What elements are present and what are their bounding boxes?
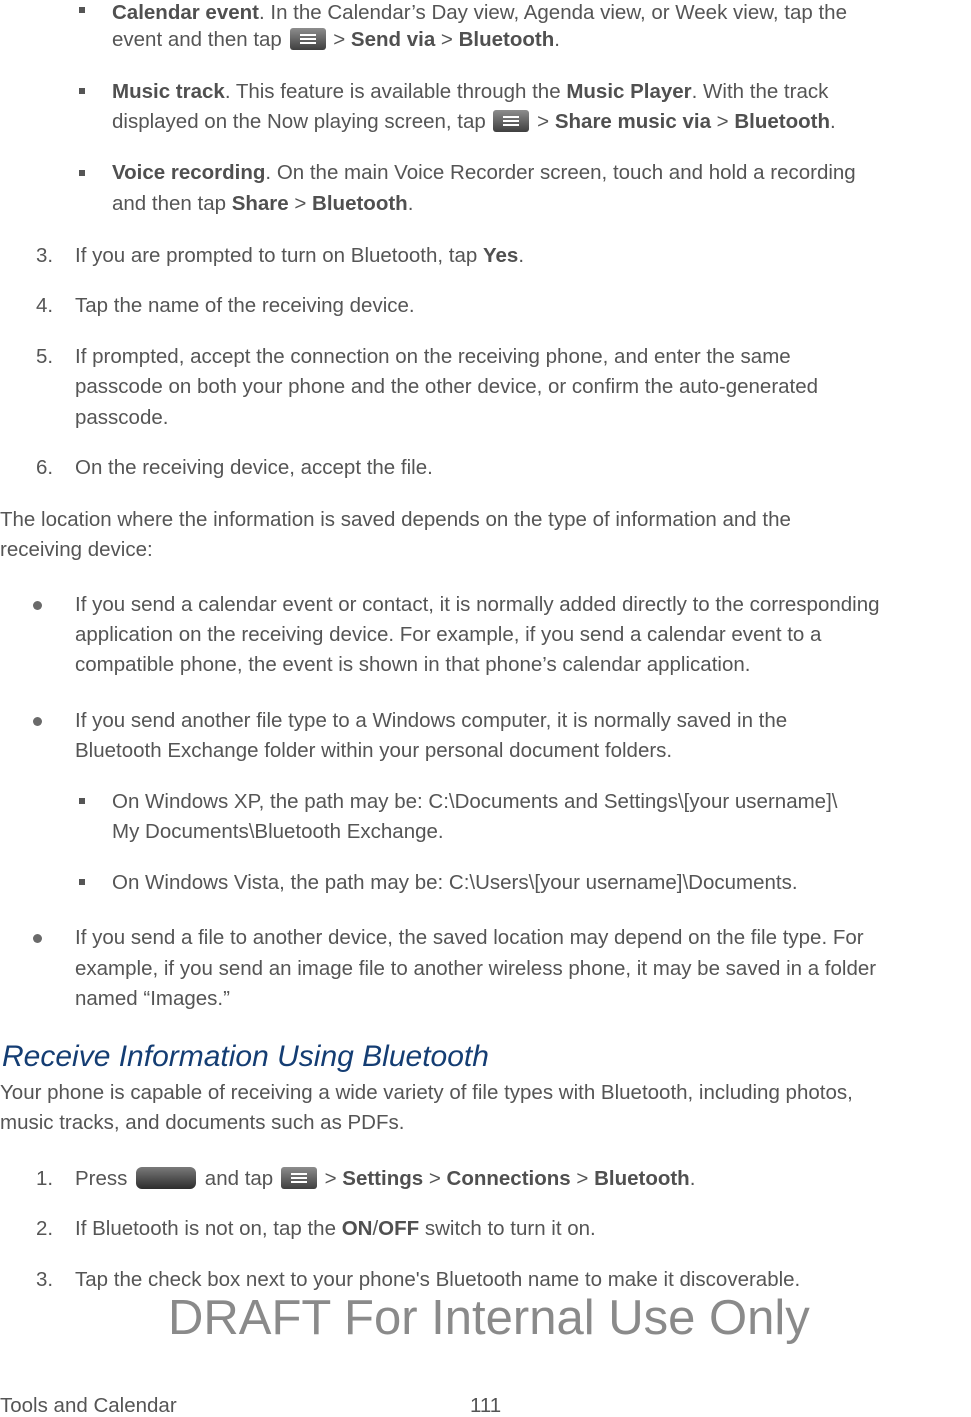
step-text: passcode. [75,406,169,429]
bullet-text: Bluetooth Exchange folder within your personal document folders. [75,739,673,762]
step-number: 1. [36,1167,54,1190]
bold: ON [341,1217,373,1240]
bullet-dot-icon [33,601,42,610]
bold: OFF [378,1217,420,1240]
paragraph-text: music tracks, and documents such as PDFs. [0,1111,405,1134]
sep: > [327,28,351,51]
step-text: On the receiving device, accept the file. [75,456,433,479]
step-number: 6. [36,456,54,479]
end: . [830,110,836,133]
bullet-text: example, if you send an image file to another wireless phone, it may be saved in a folder [75,957,877,980]
term: Music track [112,80,225,103]
bold: Connections [446,1167,571,1190]
step-text [75,1166,695,1192]
sep: > [423,1167,447,1190]
bullet-text: If you send another file type to a Windows computer, it is normally saved in the [75,709,788,732]
text: . This feature is available through the [224,80,567,103]
bold: Bluetooth [312,192,408,215]
voice-recording-line2 [112,191,413,217]
text: If Bluetooth is not on, tap the [75,1217,342,1240]
music-track-line1 [112,79,828,105]
end: . [554,28,560,51]
bullet-text: If you send a file to another device, the saved location may depend on the file type. For [75,926,864,949]
footer-section: Tools and Calendar [0,1394,177,1417]
step-text [75,243,524,269]
music-track-line2 [112,109,836,135]
paragraph-text: The location where the information is saved depends on the type of information and the [0,508,791,531]
sep: > [570,1167,595,1190]
step-text [75,1216,596,1242]
step-number: 2. [36,1217,54,1240]
section-heading: Receive Information Using Bluetooth [2,1040,489,1073]
bold: Send via [350,28,436,51]
menu-key-icon [493,110,529,132]
bold: Music Player [566,80,692,103]
bullet-dot-icon [33,717,42,726]
end: . [407,192,414,215]
sep: > [318,1167,343,1190]
bullet-dot-icon [33,934,42,943]
text: and tap [199,1167,279,1190]
sep: > [531,110,555,133]
bold: Bluetooth [594,1167,690,1190]
sep: > [288,192,313,215]
square-bullet-icon [79,7,85,13]
square-bullet-icon [79,88,85,94]
step-number: 4. [36,294,54,317]
bullet-text: If you send a calendar event or contact, it is normally added directly to the corresponding [75,593,880,616]
square-bullet-icon [79,879,85,885]
text: Press [75,1167,134,1190]
paragraph-text: receiving device: [0,538,153,561]
text: switch to turn it on. [419,1217,596,1240]
step-number: 5. [36,345,54,368]
sub-bullet-text: My Documents\Bluetooth Exchange. [112,820,444,843]
bold: Bluetooth [458,28,555,51]
sub-bullet-text: On Windows XP, the path may be: C:\Documents and Settings\[your username]\ [112,790,838,813]
sub-bullet-text: On Windows Vista, the path may be: C:\Users\[your username]\Documents. [112,871,798,894]
bullet-text: application on the receiving device. For example, if you send a calendar event to a [75,623,822,646]
text: If you are prompted to turn on Bluetooth, tap [75,244,483,267]
calendar-event-line2 [112,27,560,53]
text: . On the main Voice Recorder screen, touch and hold a recording [265,161,856,184]
bold: Settings [342,1167,424,1190]
bold: Share [231,192,289,215]
square-bullet-icon [79,170,85,176]
bullet-text: named “Images.” [75,987,230,1010]
calendar-event-line1 [112,0,847,26]
square-bullet-icon [79,798,85,804]
step-number: 3. [36,1268,54,1291]
end: . [518,244,525,267]
bullet-text: compatible phone, the event is shown in that phone’s calendar application. [75,653,751,676]
text: displayed on the Now playing screen, tap [112,110,492,133]
step-text: Tap the check box next to your phone's Bluetooth name to make it discoverable. [75,1268,801,1291]
sep: > [710,110,735,133]
paragraph-text: Your phone is capable of receiving a wide variety of file types with Bluetooth, including photos, [0,1081,853,1104]
end: . [689,1167,696,1190]
text: and then tap [112,192,232,215]
page-number: 111 [470,1394,502,1417]
text: . With the track [691,80,829,103]
voice-recording-line1 [112,160,856,186]
bold: Bluetooth [734,110,831,133]
step-text: If prompted, accept the connection on the receiving phone, and enter the same [75,345,791,368]
draft-watermark: DRAFT For Internal Use Only [168,1291,810,1345]
menu-key-icon [281,1167,317,1189]
menu-key-icon [290,28,326,50]
home-key-icon [136,1167,196,1189]
bold: Share music via [554,110,711,133]
text: . In the Calendar’s Day view, Agenda view, or Week view, tap the [258,1,847,24]
step-number: 3. [36,244,54,267]
text: event and then tap [112,28,288,51]
step-text: passcode on both your phone and the other device, or confirm the auto-generated [75,375,819,398]
step-text: Tap the name of the receiving device. [75,294,415,317]
term: Voice recording [112,161,266,184]
term: Calendar event [112,1,259,24]
slash: / [372,1217,379,1240]
bold: Yes [482,244,519,267]
sep: > [435,28,459,51]
